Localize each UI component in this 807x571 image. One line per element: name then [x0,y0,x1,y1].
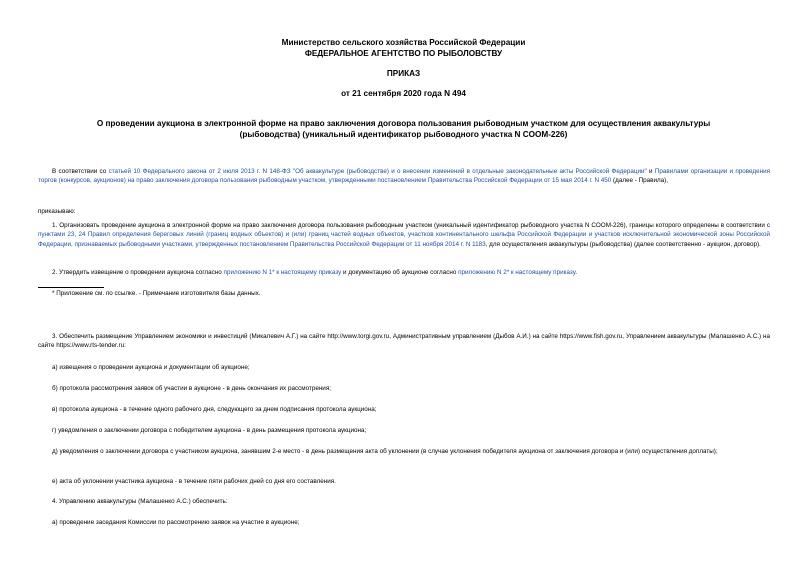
document-type: ПРИКАЗ [386,69,421,78]
item-2-text: 2. Утвердить извещение о проведении аукциона согласно [52,269,224,276]
item-3-d: д) уведомления о заключении договора с участником аукциона, занявшим 2-е место - в день размещения акта об уклонении (в случае уклонения победителя аукциона от заключения договора и (или) осуществления доплаты); [52,448,718,455]
preamble-paragraph [38,167,770,186]
footnote-divider [38,287,104,288]
item-3-v: в) протокола аукциона - в течение одного рабочего дня, следующего за днем подписания протокола аукциона; [52,406,377,413]
document-date-number: от 21 сентября 2020 года N 494 [341,89,466,98]
item-2-text: . [575,269,578,276]
document-title-line1: О проведении аукциона в электронной форме на право заключения договора пользования рыбоводным участком для осуществления аквакультуры [96,119,711,128]
item-2-paragraph [38,268,770,277]
item-3-a: а) извещения о проведении аукциона и документации об аукционе; [52,364,250,371]
preamble-text: В соответствии со [52,168,109,175]
rules-points-link[interactable]: пунктами 23, 24 Правил определения береговых линий (границ водных объектов) и (или) границ частей водных объектов, участков континентального шельфа Российской Федерации и участков исключительной экономической зоны Российской Федерации, признаваемых рыбоводными участками, утвержденных постановлением Правительства Российской Федерации от 11 ноября 2014 г. N 1183 [38,231,770,248]
ministry-name: Министерство сельского хозяйства Российской Федерации [281,38,526,47]
item-1-text: 1. Организовать проведение аукциона в электронной форме на право заключения договора пользования рыбоводным участком (уникальный идентификатор рыбоводного участка N COOM-226), границы которого определены в соответствии с [52,222,770,229]
item-1-paragraph [38,221,770,249]
order-word: приказываю: [38,208,76,215]
document-title-line2: (рыбоводства) (уникальный идентификатор рыбоводного участка N COOM-226) [239,130,568,139]
item-3-g: г) уведомления о заключении договора с победителем аукциона - в день размещения протокола аукциона; [52,427,367,434]
item-4-a: а) проведение заседания Комиссии по рассмотрению заявок на участие в аукционе; [52,519,300,526]
preamble-text: (далее - Правила), [611,177,669,185]
footnote: * Приложение см. по ссылке. - Примечание изготовителя базы данных. [52,290,261,297]
preamble-text: и [646,168,655,175]
law-link[interactable]: статьей 10 Федерального закона от 2 июля 2013 г. N 148-ФЗ "Об аквакультуре (рыбоводстве) и о внесении изменений в отдельные законодательные акты Российской Федерации" [108,168,647,175]
item-3-paragraph: 3. Обеспечить размещение Управлением экономики и инвестиций (Микалевич А.Г.) на сайте http://www.torgi.gov.ru, Административным управлением (Дыбов А.И.) на сайте https://www.fish.gov.ru, Управлением аквакультуры (Малашенко А.С.) на сайте https://www.rts-tender.ru: [38,333,770,350]
item-3-b: б) протокола рассмотрения заявок об участии в аукционе - в день окончания их рассмотрения; [52,385,331,392]
item-3-e: е) акта об уклонении участника аукциона - в течение пяти рабочих дней со дня его составления. [52,478,336,485]
rules-link[interactable]: Правилами организации и проведения торгов (конкурсов, аукционов) на право заключения договора пользования рыбоводным участком, утвержденными постановлением Правительства Российской Федерации от 15 мая 2014 г. N 450 [38,168,770,185]
item-1-text: , для осуществления аквакультуры (рыбоводства) (далее соответственно - аукцион, договор). [485,240,761,248]
item-2-text: и документацию об аукционе согласно [341,269,459,276]
appendix-2-link[interactable]: приложению N 2* к настоящему приказу [458,269,576,276]
appendix-1-link[interactable]: приложению N 1* к настоящему приказу [223,269,342,276]
agency-name: ФЕДЕРАЛЬНОЕ АГЕНТСТВО ПО РЫБОЛОВСТВУ [304,49,503,58]
item-4-paragraph: 4. Управлению аквакультуры (Малашенко А.С.) обеспечить: [52,498,228,505]
